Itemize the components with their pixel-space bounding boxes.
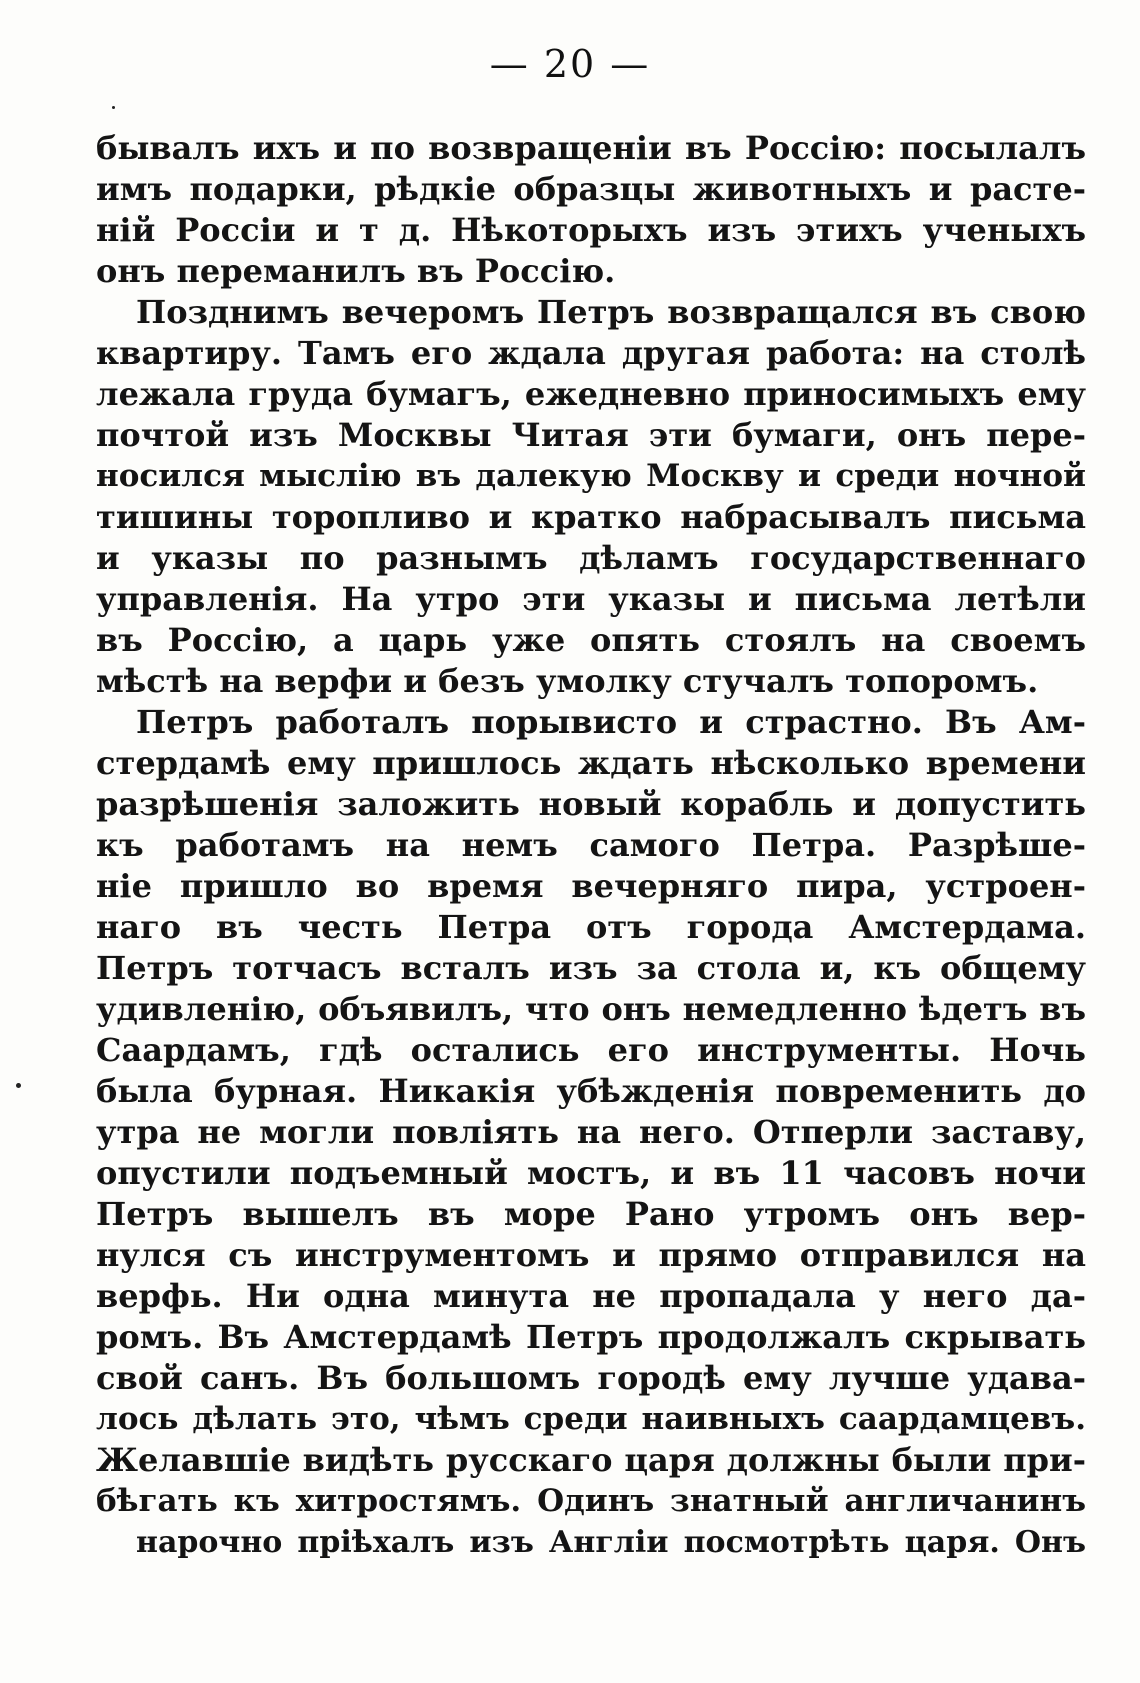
text-line: къ работамъ на немъ самого Петра. Разрѣше- [96,826,1086,864]
text-line: Петръ работалъ порывисто и страстно. Въ Ам- [136,703,1086,741]
print-speck [112,106,115,109]
text-line: нiе пришло во время вечерняго пира, устроен- [96,867,1086,905]
text-line: нарочно прiѣхалъ изъ Англiи посмотрѣть царя. Онъ [136,1525,1086,1560]
text-line: удивленiю, объявилъ, что онъ немедленно ѣдетъ въ [96,990,1086,1028]
text-line: Саардамъ, гдѣ остались его инструменты. Ночь [96,1031,1086,1069]
body-text [96,128,1086,1563]
text-line: имъ подарки, рѣдкiе образцы животныхъ и расте- [96,170,1086,208]
text-line: въ Россiю, а царь уже опять стоялъ на своемъ [96,621,1086,659]
text-line: верфь. Ни одна минута не пропадала у него да- [96,1277,1086,1315]
text-line: почтой изъ Москвы Читая эти бумаги, онъ пере- [96,416,1086,454]
text-line: ромъ. Въ Амстердамѣ Петръ продолжалъ скрывать [96,1318,1086,1356]
text-line: бывалъ ихъ и по возвращенiи въ Россiю: посылалъ [96,129,1086,167]
text-line: носился мыслiю въ далекую Москву и среди ночной [96,458,1086,494]
text-line: разрѣшенiя заложить новый корабль и допустить [96,785,1086,823]
text-line: нулся съ инструментомъ и прямо отправился на [96,1236,1086,1274]
page-number: — 20 — [489,42,651,86]
text-line: опустили подъемный мостъ, и въ 11 часовъ ночи [96,1154,1086,1192]
text-line: лежала груда бумагъ, ежедневно приносимыхъ ему [96,375,1086,413]
text-line: свой санъ. Въ большомъ городѣ ему лучше удава- [96,1359,1086,1397]
text-line: Петръ тотчасъ всталъ изъ за стола и, къ общему [96,949,1086,987]
text-line: стердамѣ ему пришлось ждать нѣсколько времени [96,744,1086,782]
text-line: нiй Россiи и т д. Нѣкоторыхъ изъ этихъ ученыхъ [96,211,1086,249]
text-line: управленiя. На утро эти указы и письма летѣли [96,580,1086,618]
text-line: лось дѣлать это, чѣмъ среди наивныхъ саардамцевъ. [96,1401,1086,1437]
text-line: бѣгать къ хитростямъ. Одинъ знатный англичанинъ [96,1483,1086,1519]
text-line: Позднимъ вечеромъ Петръ возвращался въ свою [136,293,1086,331]
text-line: Петръ вышелъ въ море Рано утромъ онъ вер- [96,1195,1086,1233]
print-speck [16,1083,21,1088]
text-line: была бурная. Никакiя убѣжденiя повременить до [96,1072,1086,1110]
text-line: онъ переманилъ въ Россiю. [96,252,616,290]
text-line: утра не могли повлiять на него. Отперли заставу, [96,1113,1086,1151]
text-line: Желавшiе видѣть русскаго царя должны были при- [96,1441,1086,1479]
text-line: и указы по разнымъ дѣламъ государственнаго [96,539,1086,577]
text-line: квартиру. Тамъ его ждала другая работа: на столѣ [96,334,1086,372]
text-line: мѣстѣ на верфи и безъ умолку стучалъ топоромъ. [96,662,1039,700]
text-line: наго въ честь Петра отъ города Амстердама. [96,908,1086,946]
text-line: тишины торопливо и кратко набрасывалъ письма [96,498,1086,536]
